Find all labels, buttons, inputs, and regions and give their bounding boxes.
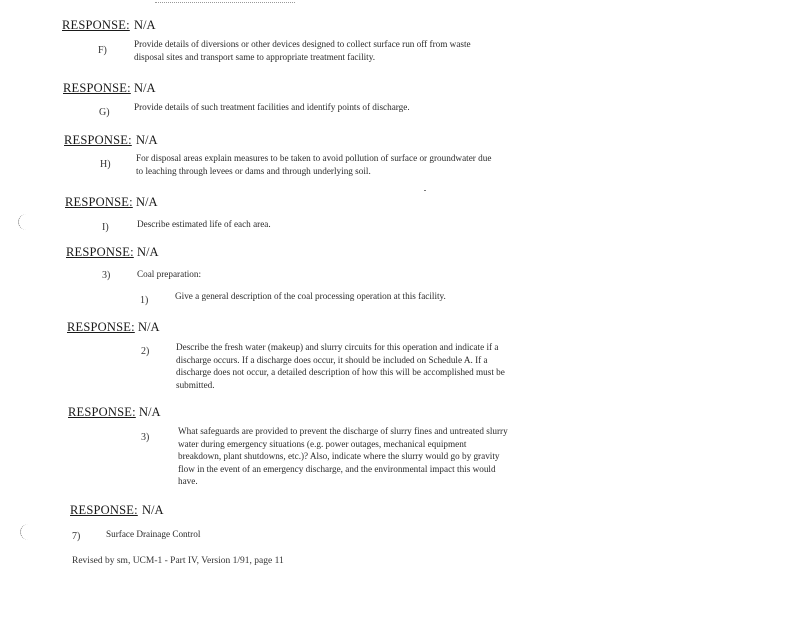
response-label: RESPONSE:	[62, 18, 130, 32]
response-label: RESPONSE:	[65, 195, 133, 209]
item-text	[136, 152, 556, 177]
response-label: RESPONSE:	[64, 133, 132, 147]
item-text-line: Provide details of diversions or other devices designed to collect surface run off from waste	[134, 39, 471, 49]
item-text-line: Give a general description of the coal processing operation at this facility.	[175, 291, 446, 301]
item-text-line: Coal preparation:	[137, 269, 202, 279]
item-text-line: breakdown, plant shutdowns, etc.)? Also, indicate where the slurry would go by gravity	[178, 451, 500, 461]
item-number: 1)	[140, 295, 149, 306]
item-text-line: disposal sites and transport same to appropriate treatment facility.	[134, 51, 376, 62]
item-text-line: For disposal areas explain measures to be taken to avoid pollution of surface or groundwater due	[136, 153, 492, 163]
item-number: 7)	[72, 531, 81, 542]
item-number: 3)	[141, 432, 150, 443]
item-text	[134, 38, 554, 63]
item-text-line: Describe estimated life of each area.	[137, 219, 271, 229]
item-text-line: flow in the event of an emergency discharge, and the environmental impact this would	[178, 463, 496, 474]
item-text-line: have.	[178, 476, 198, 486]
item-text	[137, 218, 557, 231]
item-number: G)	[99, 107, 110, 118]
item-number: 3)	[102, 270, 111, 281]
item-text-line: discharge occurs. If a discharge does occur, it should be included on Schedule A. If a	[176, 354, 488, 365]
item-text-line: Provide details of such treatment facilities and identify points of discharge.	[134, 102, 410, 112]
item-text-line: Surface Drainage Control	[106, 529, 201, 539]
item-number: I)	[102, 222, 109, 233]
response-label: RESPONSE:	[70, 503, 138, 517]
item-text-line: to leaching through levees or dams and through underlying soil.	[136, 165, 371, 176]
response-value: N/A	[134, 81, 156, 95]
item-number: 2)	[141, 346, 150, 357]
response-value: N/A	[142, 503, 164, 517]
response-value: N/A	[136, 133, 158, 147]
response-value: N/A	[137, 245, 159, 259]
item-text	[106, 528, 406, 541]
item-text	[137, 268, 557, 281]
response-label: RESPONSE:	[67, 320, 135, 334]
response-value: N/A	[134, 18, 156, 32]
item-text-line: What safeguards are provided to prevent the discharge of slurry fines and untreated slurry	[178, 426, 508, 436]
item-text	[134, 101, 554, 114]
scan-speck	[424, 190, 426, 191]
item-text-line: Describe the fresh water (makeup) and slurry circuits for this operation and indicate if a	[176, 342, 499, 352]
item-text-line: submitted.	[176, 379, 215, 390]
response-label: RESPONSE:	[66, 245, 134, 259]
cut-off-text-line	[155, 0, 295, 3]
punch-hole-mark	[20, 524, 35, 540]
response-value: N/A	[136, 195, 158, 209]
response-label: RESPONSE:	[68, 405, 136, 419]
item-number: F)	[98, 45, 107, 56]
punch-hole-mark	[18, 214, 33, 230]
response-label: RESPONSE:	[63, 81, 131, 95]
item-text-line: discharge does not occur, a detailed description of how this will be accomplished must be	[176, 367, 505, 377]
response-value: N/A	[139, 405, 161, 419]
item-text	[175, 290, 555, 303]
page-footer: Revised by sm, UCM-1 - Part IV, Version 1/91, page 11	[72, 556, 284, 566]
item-number: H)	[100, 159, 111, 170]
item-text	[176, 341, 556, 391]
item-text-line: water during emergency situations (e.g. power outages, mechanical equipment	[178, 438, 467, 449]
response-value: N/A	[138, 320, 160, 334]
item-text	[178, 425, 558, 488]
